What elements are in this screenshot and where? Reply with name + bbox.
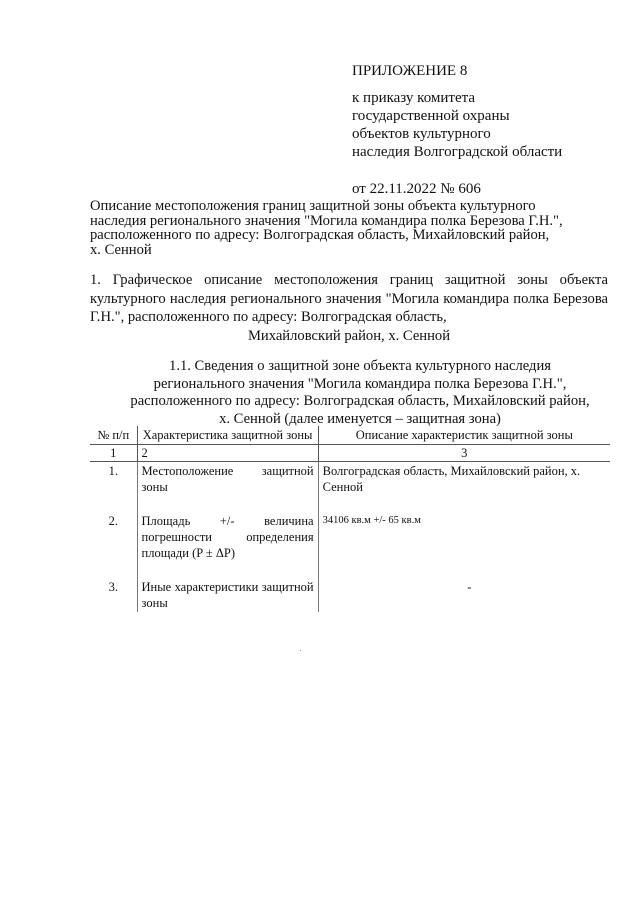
subsection-heading	[100, 358, 620, 428]
row-characteristic: Площадь +/- величина погрешности определения площади	[141, 514, 314, 560]
column-number: 3	[318, 445, 610, 462]
table-row	[90, 462, 610, 497]
subsection-line: расположенного по адресу: Волгоградская область, Михайловский район,	[130, 393, 590, 409]
appendix-line: к приказу комитета	[352, 90, 476, 106]
graphic-text: 1. Графическое описание местоположения границ защитной зоны объекта культурного наследия регионального значения "Могила командира полка Березова Г.Н.", расположенного по адресу: Волгоградская область,	[90, 272, 608, 325]
row-number: 3.	[90, 578, 137, 612]
subsection-line: регионального значения "Могила командира полка Березова Г.Н.",	[153, 375, 567, 392]
column-number-row	[90, 445, 610, 462]
row-number: 2.	[90, 512, 137, 562]
description-line: наследия регионального значения "Могила командира полка Березова Г.Н.",	[90, 212, 563, 229]
table-row	[90, 512, 610, 562]
description-heading	[90, 199, 608, 257]
row-value: -	[467, 580, 472, 594]
subsection-line: х. Сенной (далее именуется – защитная зона)	[219, 410, 501, 427]
protection-zone-table	[90, 426, 610, 612]
appendix-line: государственной охраны	[352, 108, 510, 124]
appendix-line: объектов культурного	[352, 126, 491, 142]
subsection-line: 1.1. Сведения о защитной зоне объекта культурного наследия	[169, 358, 551, 374]
header-characteristic: Характеристика защитной зоны	[137, 426, 318, 445]
header-description: Описание характеристик защитной зоны	[318, 426, 610, 445]
description-line: Описание местоположения границ защитной зоны объекта культурного	[90, 198, 536, 214]
table-row	[90, 578, 610, 612]
row-value: 34106 кв.м +/- 65 кв.м	[322, 515, 421, 526]
graphic-text-last: Михайловский район, х. Сенной	[247, 327, 451, 344]
scan-speck	[300, 650, 301, 651]
row-characteristic: Иные характеристики защитной зоны	[137, 578, 318, 612]
column-number: 1	[90, 445, 137, 462]
header-number: № п/п	[90, 426, 137, 445]
area-formula: (P ± ΔP)	[192, 546, 235, 560]
row-value: Волгоградская область, Михайловский район, х. Сенной	[322, 464, 581, 494]
graphic-description	[90, 271, 608, 345]
row-value-cell	[318, 578, 610, 612]
appendix-title: ПРИЛОЖЕНИЕ 8	[352, 63, 468, 79]
appendix-line: наследия Волгоградской области	[352, 144, 563, 160]
description-line: х. Сенной	[90, 241, 152, 258]
description-line: расположенного по адресу: Волгоградская область, Михайловский район,	[90, 227, 550, 243]
row-characteristic: Местоположение защитной зоны	[137, 462, 318, 497]
row-characteristic-cell	[137, 512, 318, 562]
appendix-header	[352, 62, 562, 198]
column-number: 2	[137, 445, 318, 462]
appendix-date: от 22.11.2022 № 606	[352, 181, 481, 197]
row-number: 1.	[90, 462, 137, 497]
